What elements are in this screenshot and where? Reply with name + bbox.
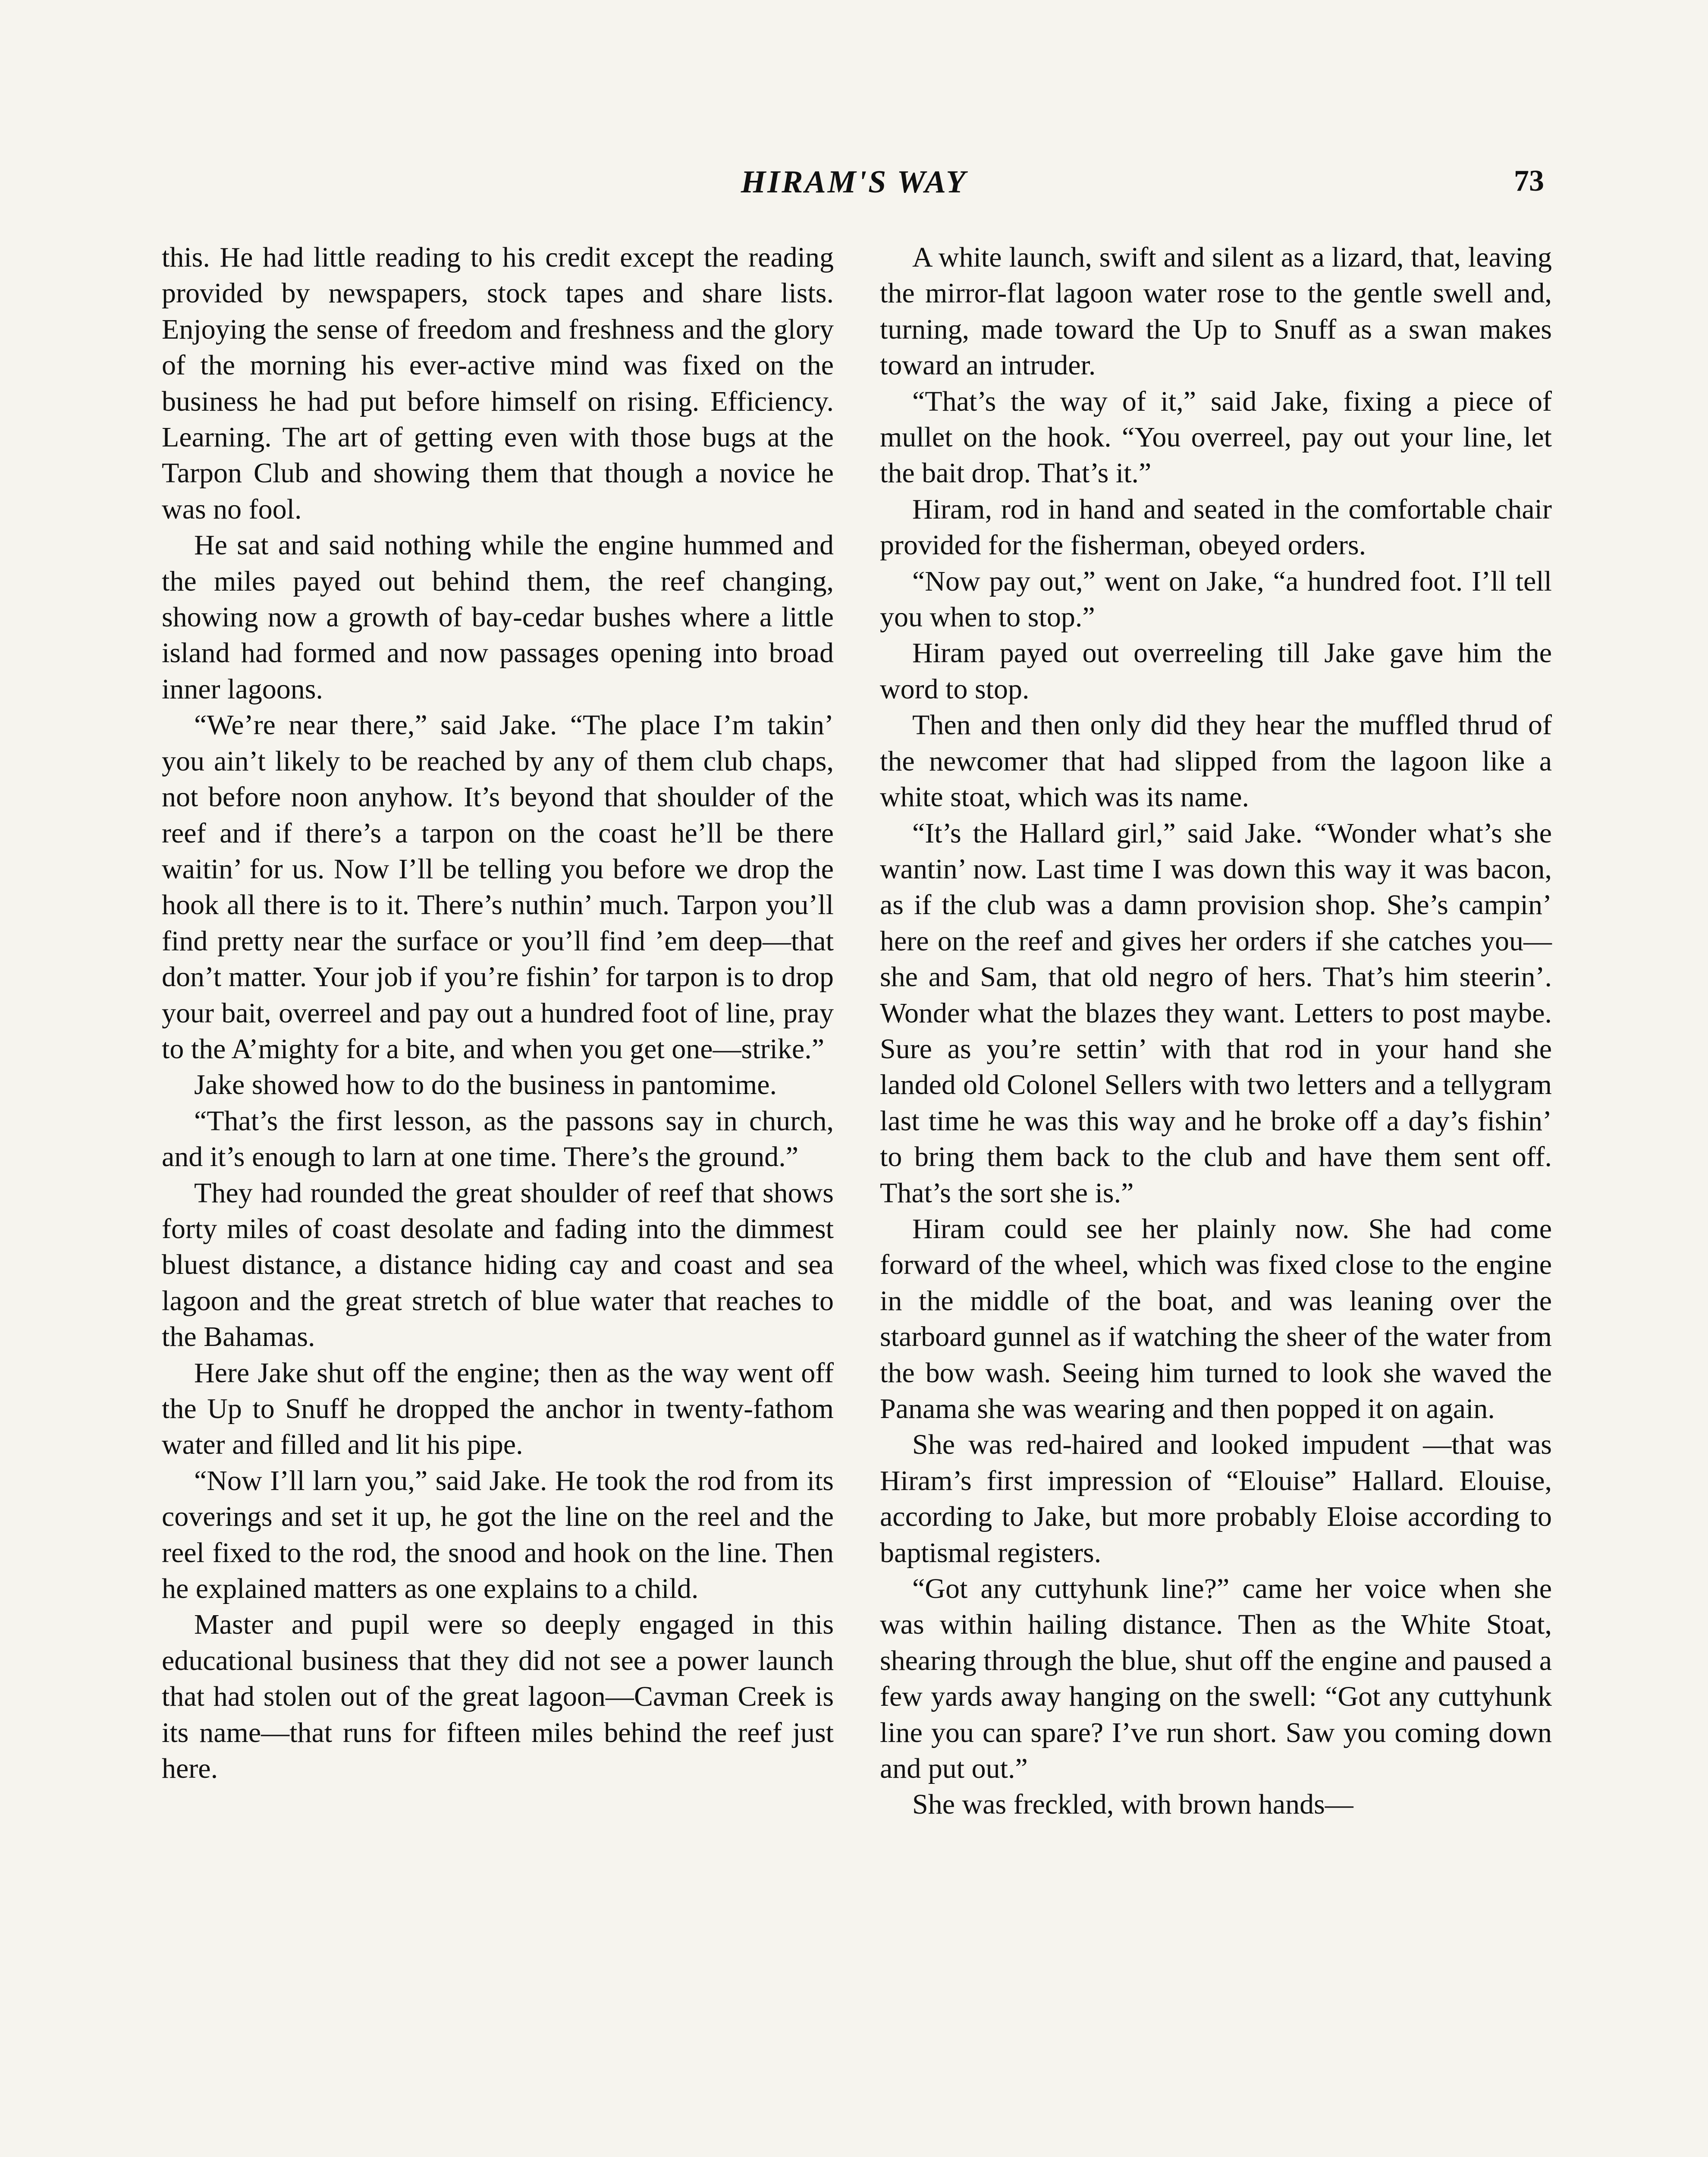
- right-text-column: [880, 239, 1552, 1823]
- paragraph: They had rounded the great shoulder of reef that shows forty miles of coast desolate and fading into the dimmest bluest distance, a distance hiding cay and coast and sea lagoon and the great stretch of blue water that reaches to the Bahamas.: [162, 1177, 834, 1353]
- paragraph: Hiram could see her plainly now. She had come forward of the wheel, which was fixed close to the engine in the middle of the boat, and was leaning over the starboard gunnel as if watching the sheer of the water from the bow wash. Seeing him turned to look she waved the Panama she was wearing and then popped it on again.: [880, 1213, 1552, 1424]
- paragraph: “That’s the way of it,” said Jake, fixing a piece of mullet on the hook. “You overreel, pay out your line, let the bait drop. That’s it.”: [880, 385, 1552, 489]
- paragraph: “That’s the first lesson, as the passons say in church, and it’s enough to larn at one time. There’s the ground.”: [162, 1105, 834, 1173]
- paragraph: Hiram, rod in hand and seated in the comfortable chair provided for the fisherman, obeyed orders.: [880, 493, 1552, 561]
- paragraph: Then and then only did they hear the muffled thrud of the newcomer that had slipped from the lagoon like a white stoat, which was its name.: [880, 709, 1552, 813]
- paragraph: She was red-haired and looked impudent —that was Hiram’s first impression of “Elouise” Hallard. Elouise, according to Jake, but more probably Eloise according to baptismal registers.: [880, 1429, 1552, 1569]
- paragraph: Jake showed how to do the business in pantomime.: [194, 1069, 777, 1101]
- paragraph: A white launch, swift and silent as a lizard, that, leaving the mirror-flat lagoon water rose to the gentle swell and, turning, made toward the Up to Snuff as a swan makes toward an intruder.: [880, 242, 1552, 381]
- paragraph: “Now I’ll larn you,” said Jake. He took the rod from its coverings and set it up, he got the line on the reel and the reel fixed to the rod, the snood and hook on the line. Then he explained matters as one explains to a child.: [162, 1465, 834, 1605]
- page-header: [160, 164, 1548, 211]
- paragraph: “Got any cuttyhunk line?” came her voice when she was within hailing distance. Then as the White Stoat, shearing through the blue, shut off the engine and paused a few yards away hanging on the swell: “Got any cuttyhunk line you can spare? I’ve run short. Saw you coming down and put out.”: [880, 1573, 1552, 1785]
- running-title: HIRAM'S WAY: [741, 164, 967, 200]
- paragraph: He sat and said nothing while the engine hummed and the miles payed out behind them, the reef changing, showing now a growth of bay-cedar bushes where a little island had formed and now passages opening into broad inner lagoons.: [162, 529, 834, 705]
- paragraph: “Now pay out,” went on Jake, “a hundred foot. I’ll tell you when to stop.”: [880, 565, 1552, 633]
- page-number: 73: [1514, 164, 1544, 198]
- paragraph: Master and pupil were so deeply engaged in this educational business that they did not see a power launch that had stolen out of the great lagoon—Cavman Creek is its name—that runs for fifteen miles behind the reef just here.: [162, 1609, 834, 1785]
- paragraph: Hiram payed out overreeling till Jake gave him the word to stop.: [880, 637, 1552, 705]
- left-text-column: [162, 239, 834, 1786]
- paragraph: this. He had little reading to his credit except the reading provided by newspapers, stock tapes and share lists. Enjoying the sense of freedom and freshness and the glory of the morning his ever-active mind was fixed on the business he had put before himself on rising. Efficiency. Learning. The art of getting even with those bugs at the Tarpon Club and showing them that though a novice he was no fool.: [162, 242, 834, 525]
- paragraph: Here Jake shut off the engine; then as the way went off the Up to Snuff he dropped the anchor in twenty-fathom water and filled and lit his pipe.: [162, 1357, 834, 1461]
- paragraph: “We’re near there,” said Jake. “The place I’m takin’ you ain’t likely to be reached by any of them club chaps, not before noon anyhow. It’s beyond that shoulder of the reef and if there’s a tarpon on the coast he’ll be there waitin’ for us. Now I’ll be telling you before we drop the hook all there is to it. There’s nuthin’ much. Tarpon you’ll find pretty near the surface or you’ll find ’em deep—that don’t matter. Your job if you’re fishin’ for tarpon is to drop your bait, overreel and pay out a hundred foot of line, pray to the A’mighty for a bite, and when you get one—strike.”: [162, 709, 834, 1065]
- paragraph: “It’s the Hallard girl,” said Jake. “Wonder what’s she wantin’ now. Last time I was down this way it was bacon, as if the club was a damn provision shop. She’s campin’ here on the reef and gives her orders if she catches you—she and Sam, that old negro of hers. That’s him steerin’. Wonder what the blazes they want. Letters to post maybe. Sure as you’re settin’ with that rod in your hand she landed old Colonel Sellers with two letters and a tellygram last time he was this way and he broke off a day’s fishin’ to bring them back to the club and have them sent off. That’s the sort she is.”: [880, 817, 1552, 1209]
- paragraph: She was freckled, with brown hands—: [912, 1789, 1353, 1821]
